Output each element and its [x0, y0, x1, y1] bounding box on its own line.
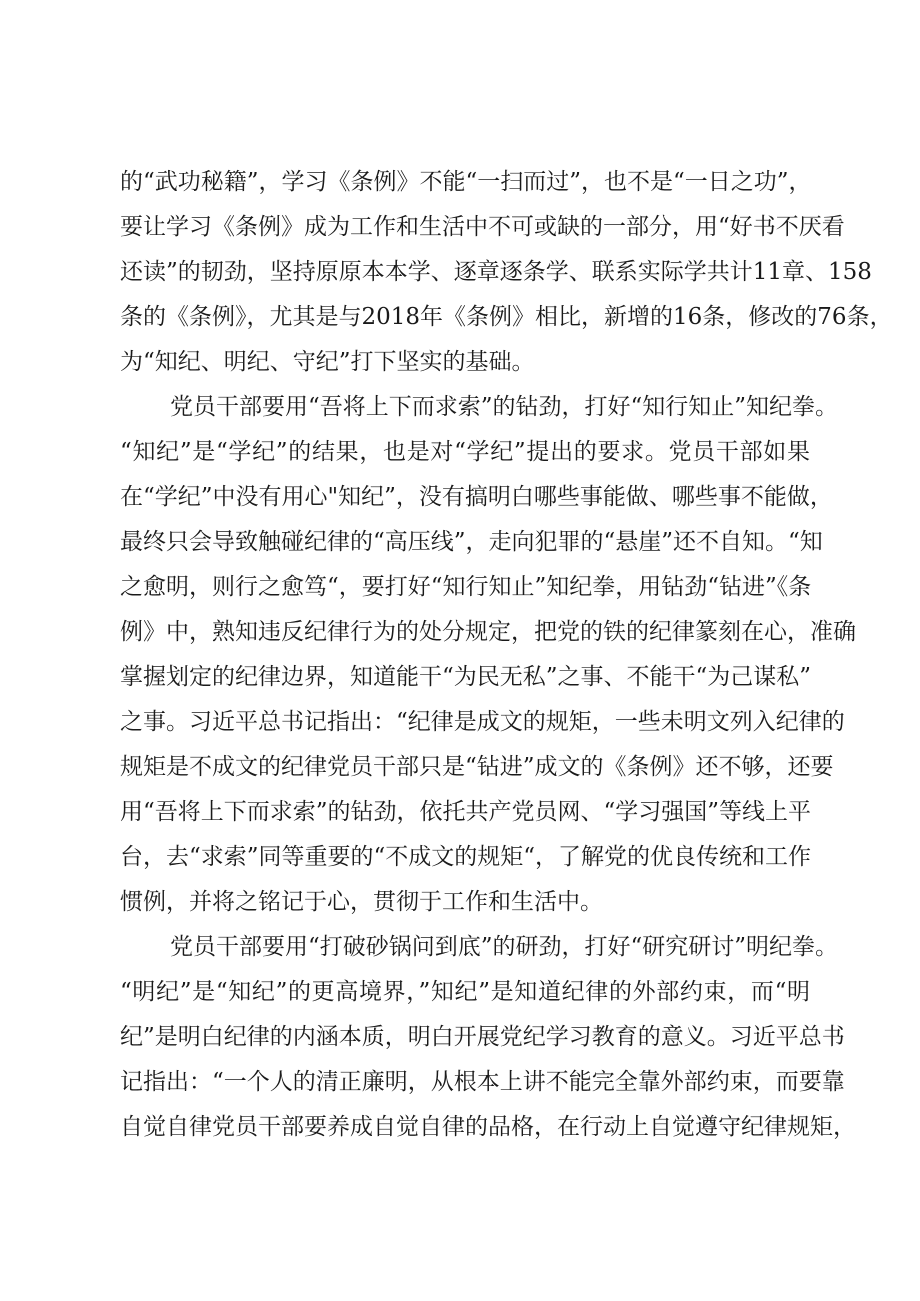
text-line: 之事。习近平总书记指出：“纪律是成文的规矩，一些未明文列入纪律的 [120, 709, 845, 735]
text-line: 要让学习《条例》成为工作和生活中不可或缺的一部分，用“好书不厌看 [120, 214, 845, 240]
text-line: 最终只会导致触碰纪律的“高压线”，走向犯罪的“悬崖”还不自知。“知 [120, 529, 823, 555]
paragraph-first-line: 党员干部要用“打破砂锅问到底”的研劲，打好“研究研讨”明纪拳。 [170, 934, 839, 960]
text-line: 惯例，并将之铭记于心，贯彻于工作和生活中。 [120, 889, 603, 915]
text-line: 用“吾将上下而求索”的钻劲，依托共产党员网、“学习强国”等线上平 [120, 799, 812, 825]
text-line: 纪”是明白纪律的内涵本质，明白开展党纪学习教育的意义。习近平总书 [120, 1024, 845, 1050]
text-line: 掌握划定的纪律边界，知道能干“为民无私”之事、不能干“为己谋私” [120, 664, 812, 690]
text-line: 为“知纪、明纪、守纪”打下坚实的基础。 [120, 349, 535, 375]
text-line: 自觉自律党员干部要养成自觉自律的品格，在行动上自觉遵守纪律规矩， [120, 1114, 856, 1140]
text-line: 条的《条例》，尤其是与2018年《条例》相比，新增的16条，修改的76条， [120, 304, 893, 330]
text-line: 之愈明，则行之愈笃“，要打好“知行知止”知纪拳，用钻劲“钻进”《条 [120, 574, 812, 600]
text-line: 记指出：“一个人的清正廉明，从根本上讲不能完全靠外部约束，而要靠 [120, 1069, 845, 1095]
text-line: 规矩是不成文的纪律党员干部只是“钻进”成文的《条例》还不够，还要 [120, 754, 834, 780]
text-line: 在“学纪”中没有用心"知纪”，没有搞明白哪些事能做、哪些事不能做， [120, 484, 833, 510]
text-line: “明纪”是“知纪”的更高境界，”知纪”是知道纪律的外部约束，而“明 [120, 979, 810, 1005]
text-line: 的“武功秘籍”，学习《条例》不能“一扫而过”，也不是“一日之功”， [120, 169, 812, 195]
text-line: “知纪”是“学纪”的结果，也是对“学纪”提出的要求。党员干部如果 [120, 439, 810, 465]
text-line: 例》中，熟知违反纪律行为的处分规定，把党的铁的纪律篆刻在心，准确 [120, 619, 856, 645]
text-line: 还读”的韧劲，坚持原原本本学、逐章逐条学、联系实际学共计11章、158 [120, 259, 872, 285]
text-line: 台，去“求索”同等重要的“不成文的规矩“，了解党的优良传统和工作 [120, 844, 812, 870]
paragraph-first-line: 党员干部要用“吾将上下而求索”的钻劲，打好“知行知止”知纪拳。 [170, 394, 839, 420]
